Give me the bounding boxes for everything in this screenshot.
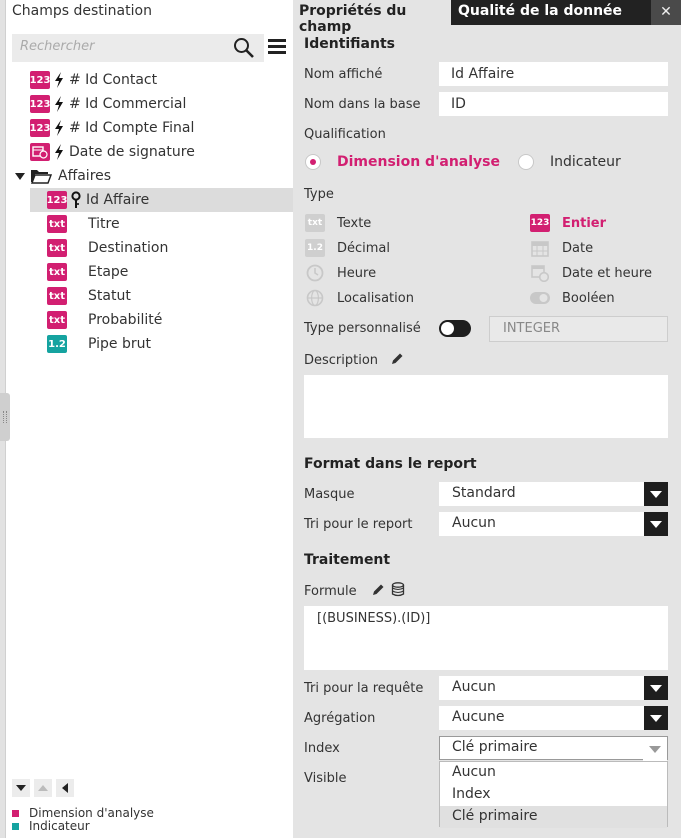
key-icon bbox=[69, 191, 83, 209]
tree-item-label: Etape bbox=[88, 264, 129, 280]
tree-item-id-commercial[interactable] bbox=[30, 92, 186, 116]
move-down-button[interactable] bbox=[12, 779, 30, 797]
calendar-clock-icon bbox=[530, 264, 550, 282]
type-option-entier[interactable] bbox=[530, 214, 606, 232]
properties-panel bbox=[293, 0, 681, 838]
select-value: Standard bbox=[452, 485, 516, 501]
type-option-booleen[interactable] bbox=[530, 289, 615, 307]
section-format: Format dans le report bbox=[304, 456, 477, 472]
search-input[interactable] bbox=[20, 39, 225, 54]
legend-swatch bbox=[12, 823, 19, 830]
type-option-decimal[interactable] bbox=[305, 239, 390, 257]
legend-swatch bbox=[12, 810, 19, 817]
type-option-label: Texte bbox=[337, 215, 372, 231]
chevron-down-icon[interactable] bbox=[644, 676, 668, 700]
globe-icon bbox=[305, 289, 325, 307]
menu-icon[interactable] bbox=[268, 39, 286, 55]
radio-button-selected[interactable] bbox=[305, 154, 321, 170]
custom-type-toggle[interactable] bbox=[439, 320, 471, 337]
tree-item-id-compte-final[interactable] bbox=[30, 116, 194, 140]
tree-item-label: Destination bbox=[88, 240, 169, 256]
legend-label: Indicateur bbox=[29, 819, 90, 833]
mask-label: Masque bbox=[304, 487, 355, 502]
select-value: Aucune bbox=[452, 709, 505, 725]
tree-item-titre[interactable] bbox=[47, 212, 120, 236]
radio-dimension[interactable] bbox=[305, 154, 500, 170]
close-icon[interactable]: ✕ bbox=[651, 0, 681, 25]
section-identifiants: Identifiants bbox=[304, 36, 395, 52]
decimal-type-icon: 1.2 bbox=[305, 239, 325, 257]
tree-item-statut[interactable] bbox=[47, 284, 131, 308]
custom-type-label: Type personnalisé bbox=[304, 321, 421, 336]
tree-item-probabilite[interactable] bbox=[47, 308, 162, 332]
radio-label: Dimension d'analyse bbox=[337, 154, 500, 170]
text-badge: txt bbox=[47, 239, 67, 257]
tree-item-label: Probabilité bbox=[88, 312, 163, 328]
type-label: Type bbox=[304, 187, 334, 202]
move-left-button[interactable] bbox=[56, 779, 74, 797]
search-icon[interactable] bbox=[232, 36, 256, 60]
qualification-label: Qualification bbox=[304, 127, 386, 142]
panel-title: Champs destination bbox=[12, 3, 152, 19]
index-select[interactable] bbox=[439, 736, 668, 760]
aggregation-label: Agrégation bbox=[304, 711, 376, 726]
db-name-label: Nom dans la base bbox=[304, 97, 421, 112]
aggregation-select[interactable] bbox=[439, 706, 668, 730]
tree-folder-affaires[interactable] bbox=[14, 164, 111, 188]
sort-query-label: Tri pour la requête bbox=[304, 681, 424, 696]
type-option-label: Heure bbox=[337, 265, 377, 281]
type-option-label: Décimal bbox=[337, 240, 391, 256]
description-label: Description bbox=[304, 353, 379, 368]
tree-item-id-contact[interactable] bbox=[30, 68, 157, 92]
database-icon[interactable] bbox=[391, 582, 405, 597]
calendar-icon bbox=[530, 239, 550, 257]
calendar-clock-icon bbox=[30, 143, 50, 161]
sort-report-label: Tri pour le report bbox=[304, 517, 413, 532]
tree-item-label: # Id Commercial bbox=[69, 96, 187, 112]
text-badge: txt bbox=[47, 311, 67, 329]
dropdown-option-index[interactable]: Index bbox=[452, 786, 491, 802]
radio-button[interactable] bbox=[518, 154, 534, 170]
clock-icon bbox=[305, 264, 325, 282]
legend-item bbox=[12, 820, 154, 833]
lightning-icon bbox=[52, 95, 66, 113]
display-name-label: Nom affiché bbox=[304, 67, 383, 82]
lightning-icon bbox=[52, 143, 66, 161]
chevron-down-icon[interactable] bbox=[643, 737, 667, 761]
tree-item-destination[interactable] bbox=[47, 236, 168, 260]
custom-type-field[interactable]: INTEGER bbox=[489, 316, 668, 342]
formula-textarea[interactable] bbox=[304, 606, 668, 670]
mask-select[interactable] bbox=[439, 482, 668, 506]
tree-controls bbox=[12, 779, 74, 797]
decimal-badge: 1.2 bbox=[47, 335, 67, 353]
type-option-localisation[interactable] bbox=[305, 289, 414, 307]
tree-item-pipe-brut[interactable] bbox=[47, 332, 151, 356]
tree-item-label: Statut bbox=[88, 288, 131, 304]
integer-badge: 123 bbox=[47, 191, 67, 209]
text-badge: txt bbox=[47, 263, 67, 281]
tree-item-label: # Id Contact bbox=[69, 72, 158, 88]
integer-type-icon: 123 bbox=[530, 214, 550, 232]
type-option-label: Date et heure bbox=[562, 265, 652, 281]
type-option-label: Localisation bbox=[337, 290, 414, 306]
tree-item-label: Pipe brut bbox=[88, 336, 151, 352]
text-badge: txt bbox=[47, 287, 67, 305]
db-name-field[interactable] bbox=[439, 92, 668, 116]
tree-item-date-signature[interactable] bbox=[30, 140, 195, 164]
type-option-label: Entier bbox=[562, 215, 607, 231]
dropdown-option-cle-primaire[interactable]: Clé primaire bbox=[440, 806, 667, 828]
type-option-texte[interactable] bbox=[305, 214, 371, 232]
tree-item-label: Id Affaire bbox=[86, 192, 150, 208]
text-type-icon: txt bbox=[305, 214, 325, 232]
type-option-heure[interactable] bbox=[305, 264, 376, 282]
chevron-down-icon[interactable] bbox=[644, 482, 668, 506]
select-value: Aucun bbox=[452, 515, 496, 531]
visible-label: Visible bbox=[304, 771, 347, 786]
move-up-button[interactable] bbox=[34, 779, 52, 797]
tab-field-properties[interactable]: Propriétés du champ bbox=[293, 0, 450, 25]
sort-query-select[interactable] bbox=[439, 676, 668, 700]
tree-item-label: Affaires bbox=[58, 168, 112, 184]
display-name-field[interactable] bbox=[439, 62, 668, 86]
formula-label: Formule bbox=[304, 584, 357, 599]
expand-arrow-icon[interactable] bbox=[14, 171, 26, 181]
lightning-icon bbox=[52, 71, 66, 89]
tree-item-id-affaire[interactable] bbox=[30, 188, 293, 212]
type-option-label: Date bbox=[562, 240, 594, 256]
sort-report-select[interactable] bbox=[439, 512, 668, 536]
type-option-date-heure[interactable] bbox=[530, 264, 652, 282]
index-dropdown-list bbox=[439, 761, 668, 827]
tab-data-quality[interactable]: Qualité de la donnée bbox=[451, 0, 651, 25]
collapse-handle[interactable] bbox=[0, 393, 10, 441]
radio-indicateur[interactable] bbox=[518, 154, 621, 170]
toggle-icon bbox=[530, 289, 550, 307]
integer-badge: 123 bbox=[30, 71, 50, 89]
dropdown-option-aucun[interactable]: Aucun bbox=[452, 764, 496, 780]
type-option-label: Booléen bbox=[562, 290, 615, 306]
fields-panel bbox=[0, 0, 293, 838]
lightning-icon bbox=[52, 119, 66, 137]
legend-label: Dimension d'analyse bbox=[29, 806, 154, 820]
tab-bar bbox=[293, 0, 681, 35]
formula-text: [(BUSINESS).(ID)] bbox=[317, 611, 431, 626]
tree-item-etape[interactable] bbox=[47, 260, 128, 284]
type-option-date[interactable] bbox=[530, 239, 593, 257]
search-box[interactable] bbox=[12, 34, 264, 62]
tree-item-label: Titre bbox=[88, 216, 120, 232]
select-value: Aucun bbox=[452, 679, 496, 695]
text-badge: txt bbox=[47, 215, 67, 233]
tree-item-label: # Id Compte Final bbox=[69, 120, 195, 136]
index-label: Index bbox=[304, 741, 340, 756]
integer-badge: 123 bbox=[30, 119, 50, 137]
edit-pencil-icon[interactable] bbox=[371, 583, 385, 597]
edit-pencil-icon[interactable] bbox=[390, 352, 404, 366]
legend bbox=[12, 807, 154, 833]
folder-icon bbox=[30, 168, 52, 184]
section-traitement: Traitement bbox=[304, 552, 391, 568]
radio-label: Indicateur bbox=[550, 154, 621, 170]
description-textarea[interactable] bbox=[304, 375, 668, 438]
chevron-down-icon[interactable] bbox=[644, 706, 668, 730]
tree-item-label: Date de signature bbox=[69, 144, 195, 160]
select-value: Clé primaire bbox=[452, 739, 538, 755]
chevron-down-icon[interactable] bbox=[644, 512, 668, 536]
integer-badge: 123 bbox=[30, 95, 50, 113]
